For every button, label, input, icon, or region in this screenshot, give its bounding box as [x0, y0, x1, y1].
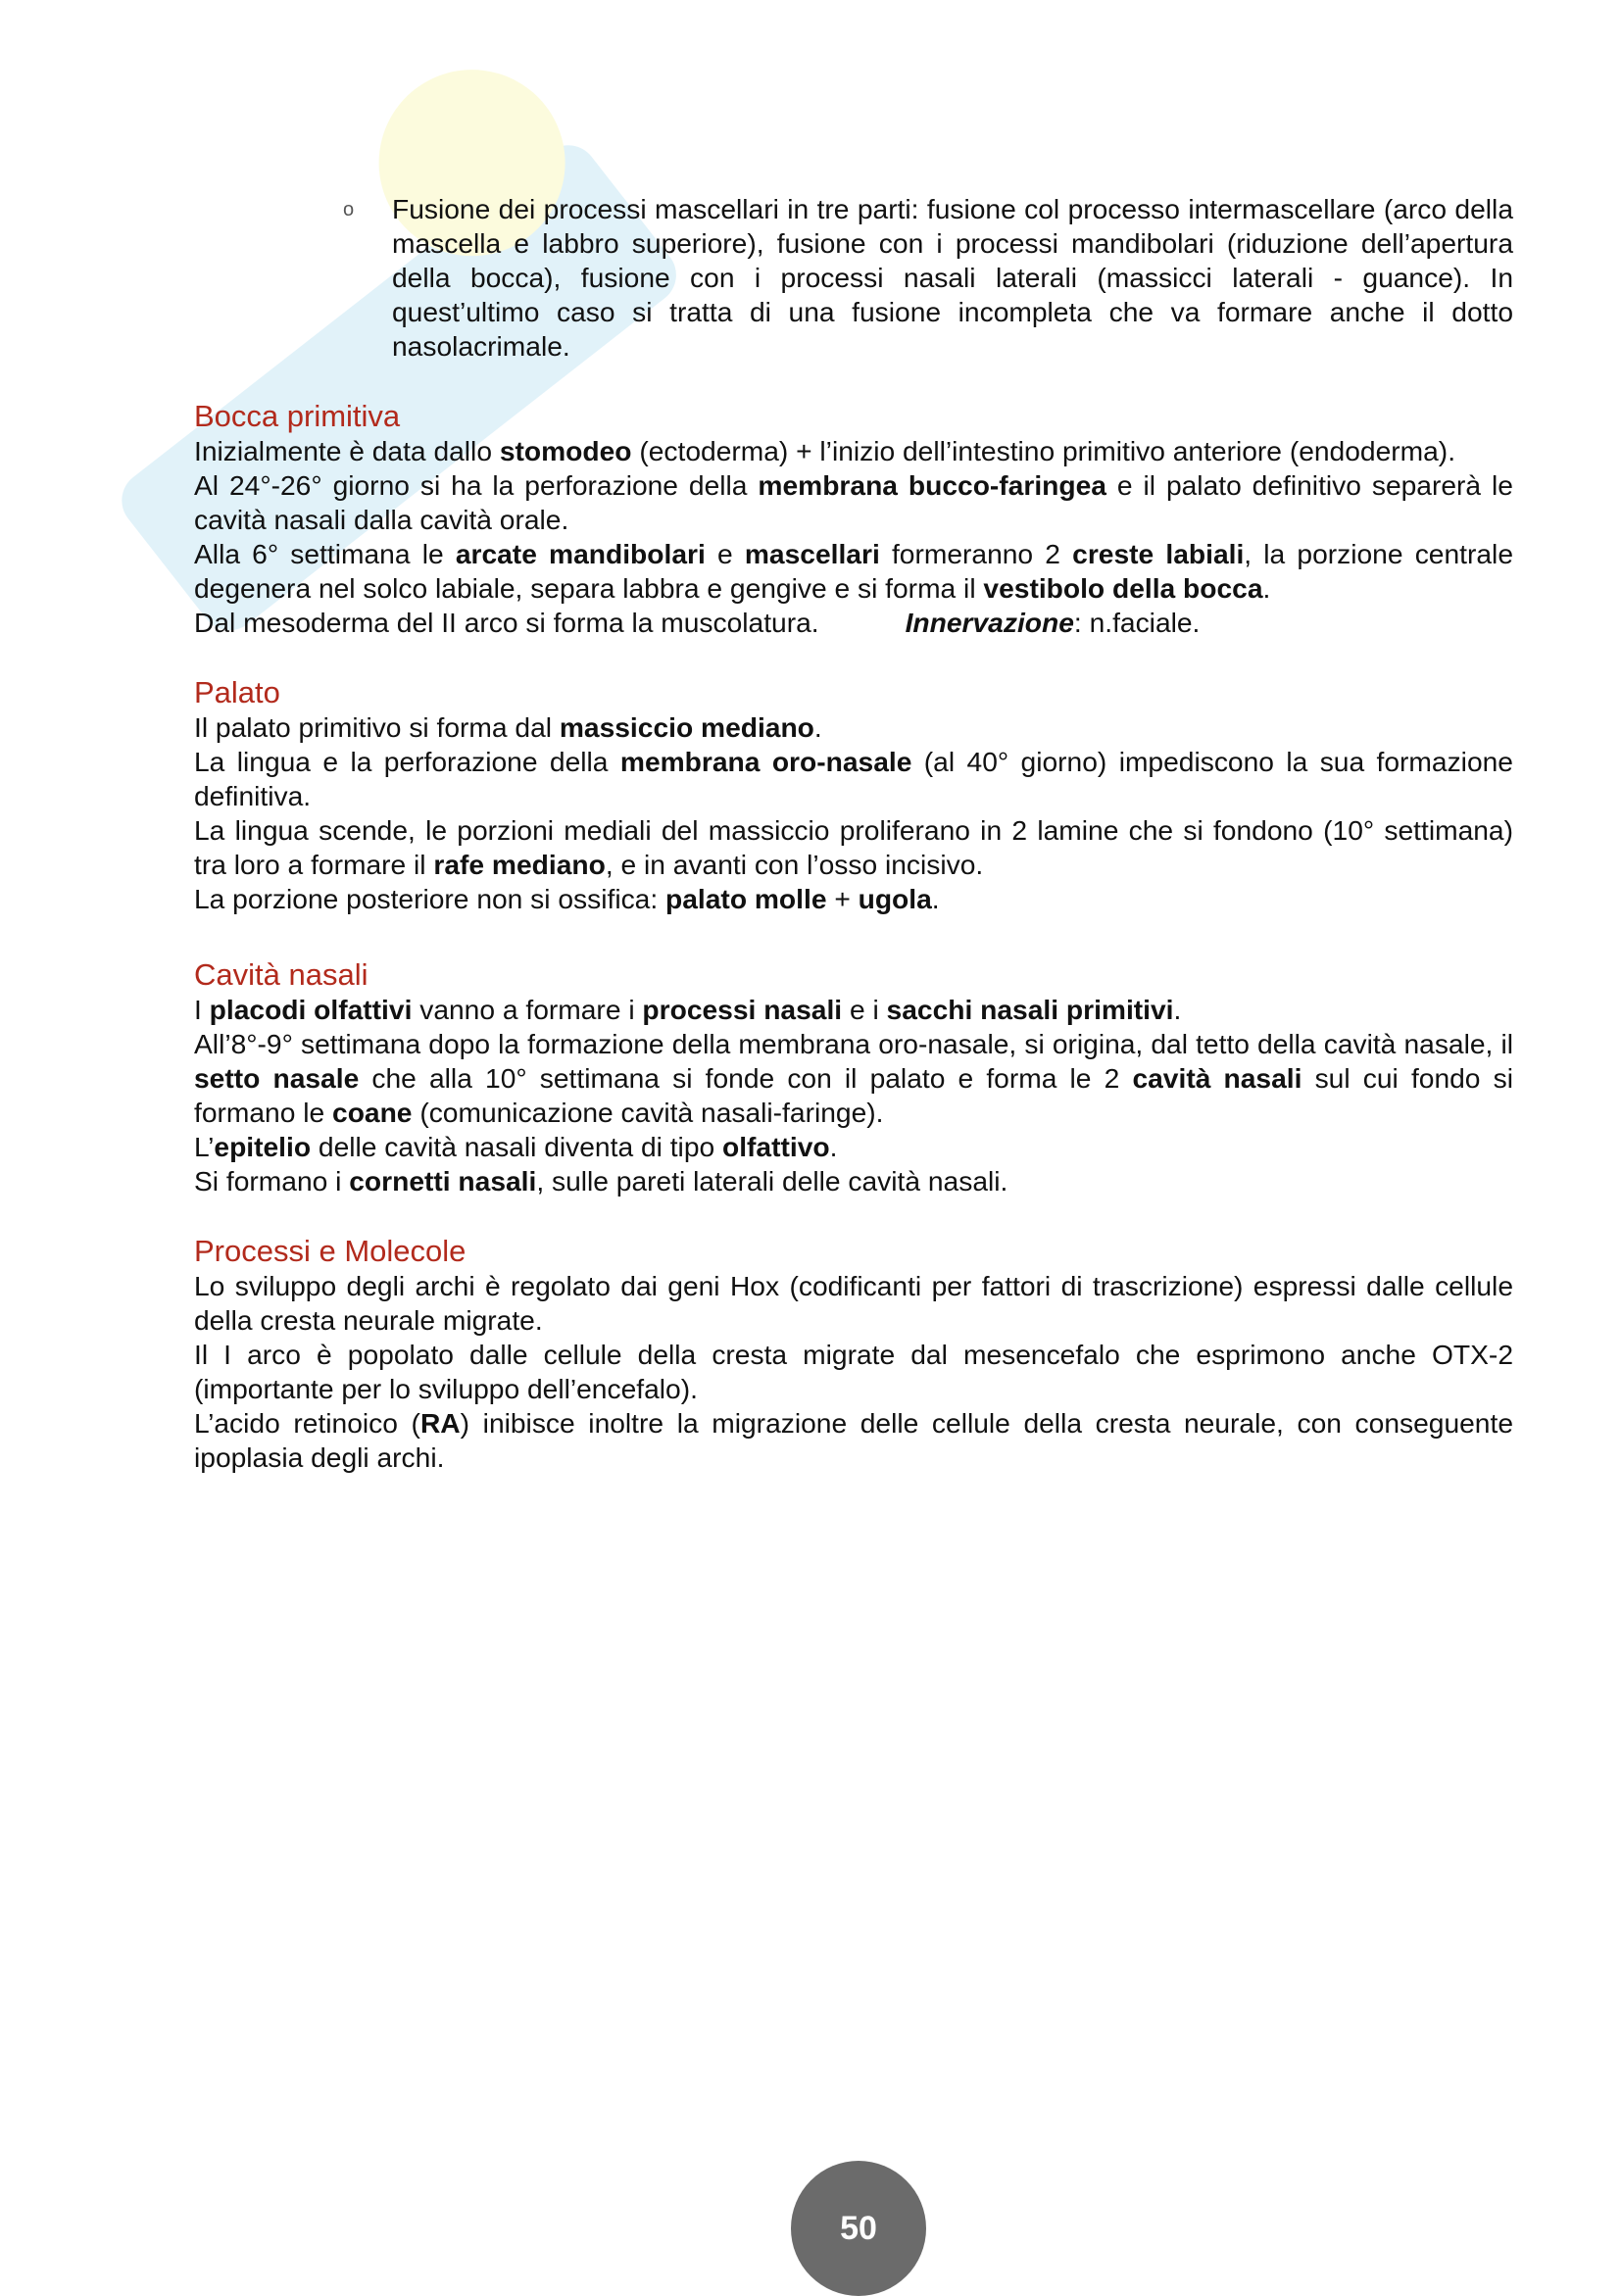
paragraph [194, 606, 1513, 640]
bold-term: rafe mediano [433, 849, 606, 880]
text-run: Il I arco è popolato dalle cellule della cresta migrate dal mesencefalo che esprimono anche OTX-2 (importante per lo sviluppo dell’encefalo). [194, 1339, 1513, 1404]
text-run: All’8°-9° settimana dopo la formazione della membrana oro-nasale, si origina, dal tetto della cavità nasale, il [194, 1028, 1513, 1059]
text-run: La porzione posteriore non si ossifica: [194, 883, 666, 914]
paragraph [194, 468, 1513, 537]
bold-term: epitelio [214, 1131, 312, 1162]
text-run: vanno a formare i [412, 994, 643, 1025]
bullet-circle-icon: o [343, 199, 355, 220]
paragraph [194, 813, 1513, 882]
text-run: + [826, 883, 859, 914]
text-run: sul cui fondo si formano le [194, 1062, 1513, 1128]
text-run: L’ [194, 1131, 215, 1162]
document-body [194, 192, 1513, 1475]
paragraph [194, 993, 1513, 1027]
page-number-badge [791, 2161, 926, 2296]
text-run: Si formano i [194, 1165, 350, 1197]
bold-term: ugola [858, 883, 932, 914]
bold-term: sacchi nasali primitivi [886, 994, 1174, 1025]
bold-term: arcate mandibolari [455, 538, 706, 569]
paragraph [194, 1027, 1513, 1130]
text-run: formeranno 2 [879, 538, 1073, 569]
bullet-text: Fusione dei processi mascellari in tre parti: fusione col processo intermascellare (arco della mascella e labbro superiore), fusione con i processi mandibolari (riduzione dell’apertura della bocca), fusione con i processi nasali laterali (massicci laterali - guance). In quest’ultimo caso si tratta di una fusione incompleta che va formare anche il dotto nasolacrimale. [392, 193, 1513, 362]
section-title: Bocca primitiva [194, 399, 401, 433]
text-run: e il palato definitivo separerà le cavità nasali dalla cavità orale. [194, 469, 1513, 535]
bold-term: RA [419, 1407, 461, 1439]
paragraph [194, 537, 1513, 606]
text-run: L’acido retinoico ( [194, 1407, 420, 1439]
bold-term: mascellari [744, 538, 880, 569]
sections-container [194, 399, 1513, 1475]
text-run: La lingua scende, le porzioni mediali del massiccio proliferano in 2 lamine che si fondono (10° settimana) tra loro a formare il [194, 814, 1513, 880]
section-title: Palato [194, 675, 280, 709]
text-run: Alla 6° settimana le [194, 538, 456, 569]
paragraph [194, 1338, 1513, 1406]
paragraph [194, 1130, 1513, 1164]
text-run: : n.faciale. [1073, 607, 1201, 638]
text-run: (comunicazione cavità nasali-faringe). [412, 1097, 884, 1128]
bold-term: vestibolo della bocca [983, 572, 1263, 604]
text-run: . [829, 1131, 838, 1162]
bold-term: massiccio mediano [559, 711, 814, 743]
bold-term: cornetti nasali [349, 1165, 537, 1197]
text-run: e i [842, 994, 887, 1025]
text-run: e [705, 538, 745, 569]
bold-term: placodi olfattivi [209, 994, 413, 1025]
text-run: delle cavità nasali diventa di tipo [311, 1131, 722, 1162]
text-run: I [194, 994, 210, 1025]
paragraph [194, 1164, 1513, 1198]
section-title: Cavità nasali [194, 957, 368, 992]
text-run: (al 40° giorno) impediscono la sua formazione definitiva. [194, 746, 1513, 811]
text-run: . [1262, 572, 1271, 604]
paragraph [194, 882, 1513, 916]
section-1 [194, 399, 1513, 640]
text-run: che alla 10° settimana si fonde con il palato e forma le 2 [359, 1062, 1133, 1094]
bold-term: coane [332, 1097, 413, 1128]
bold-term: cavità nasali [1132, 1062, 1302, 1094]
text-run: Dal mesoderma del II arco si forma la muscolatura. [194, 607, 819, 638]
bold-term: stomodeo [499, 435, 632, 466]
text-run: Inizialmente è data dallo [194, 435, 500, 466]
section-4 [194, 1234, 1513, 1475]
text-run: ) inibisce inoltre la migrazione delle cellule della cresta neurale, con conseguente ipoplasia degli archi. [194, 1407, 1513, 1473]
paragraph [194, 1406, 1513, 1475]
text-run: . [1173, 994, 1182, 1025]
text-run: (ectoderma) + l’inizio dell’intestino primitivo anteriore (endoderma). [631, 435, 1456, 466]
bold-term: palato molle [665, 883, 827, 914]
text-run: Il palato primitivo si forma dal [194, 711, 560, 743]
bold-term: olfattivo [722, 1131, 830, 1162]
bold-italic-term: Innervazione [905, 607, 1074, 638]
section-3 [194, 957, 1513, 1198]
section-title: Processi e Molecole [194, 1234, 467, 1268]
text-run: Al 24°-26° giorno si ha la perforazione della [194, 469, 759, 501]
bold-term: membrana bucco-faringea [758, 469, 1106, 501]
paragraph [194, 745, 1513, 813]
text-run: , e in avanti con l’osso incisivo. [605, 849, 984, 880]
paragraph [194, 710, 1513, 745]
bold-term: setto nasale [194, 1062, 360, 1094]
paragraph [194, 434, 1513, 468]
bold-term: membrana oro-nasale [619, 746, 912, 777]
text-run: , la porzione centrale degenera nel solco labiale, separa labbra e gengive e si forma il [194, 538, 1513, 604]
bold-term: processi nasali [642, 994, 843, 1025]
text-run: . [931, 883, 940, 914]
page-number: 50 [840, 2209, 877, 2247]
paragraph [194, 1269, 1513, 1338]
section-2 [194, 675, 1513, 916]
bullet-item [194, 192, 1513, 364]
text-run: , sulle pareti laterali delle cavità nasali. [536, 1165, 1008, 1197]
text-run: . [813, 711, 822, 743]
bold-term: creste labiali [1072, 538, 1245, 569]
text-run: Lo sviluppo degli archi è regolato dai geni Hox (codificanti per fattori di trascrizione) espressi dalle cellule della cresta neurale migrate. [194, 1270, 1513, 1336]
text-run: La lingua e la perforazione della [194, 746, 620, 777]
